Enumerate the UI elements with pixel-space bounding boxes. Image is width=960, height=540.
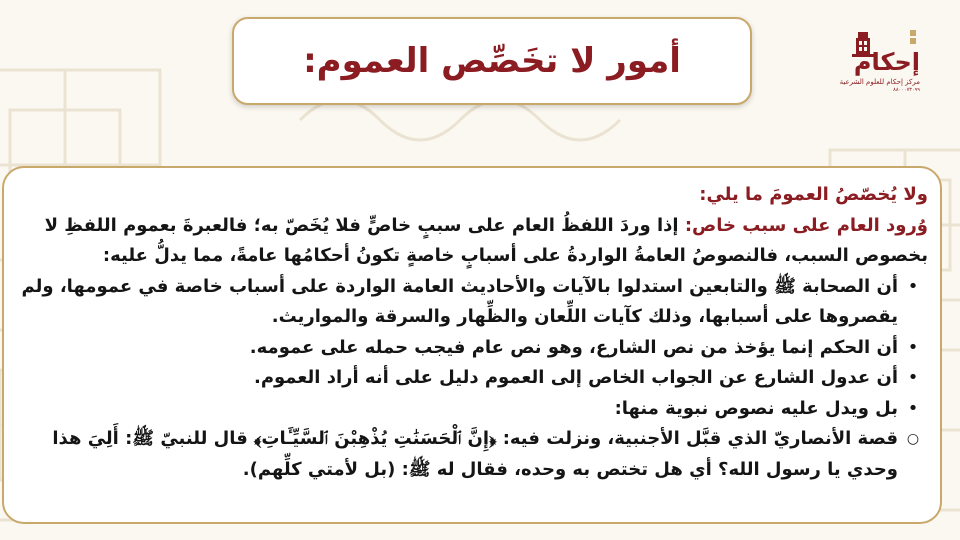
list-item bbox=[18, 424, 928, 485]
bullet-icon: • bbox=[907, 367, 919, 388]
logo-subtitle: مركز إحكام للعلوم الشرعية bbox=[839, 78, 920, 86]
content-rule bbox=[18, 211, 928, 272]
content-box bbox=[2, 166, 942, 524]
evidence-list bbox=[18, 272, 928, 486]
bullet-icon: • bbox=[907, 336, 919, 358]
rule-text: إذا وردَ اللفظُ العام على سببٍ خاصٍّ فلا يُخَصّ به؛ فالعبرةَ بعموم اللفظِ لا بخصوص السبب، فالنصوصُ العامةُ الواردةُ على أسبابٍ خاصةٍ تكونُ أحكامُها عامةً، مما يدلُّ عليه: bbox=[44, 214, 928, 266]
logo-name: إحكام bbox=[853, 48, 920, 76]
list-item bbox=[18, 394, 928, 425]
list-item-text: أن عدول الشارع عن الجواب الخاص إلى العموم دليل على أنه أراد العموم. bbox=[253, 367, 898, 388]
list-item bbox=[18, 363, 928, 394]
list-item-text: أن الصحابة ﷺ والتابعين استدلوا بالآيات والأحاديث العامة الواردة على أسباب خاصة في عمومها، ولم يقصروها على أسبابها، وذلك كآيات اللِّعان والظِّهار والسرقة والمواريث. bbox=[21, 275, 898, 327]
circle-bullet-icon: ○ bbox=[906, 431, 920, 447]
list-item bbox=[18, 272, 928, 333]
page-title: أمور لا تخَصِّص العموم: bbox=[303, 41, 681, 81]
logo-registration: ٨٨٠٠٠٧٣٠٩٩ bbox=[893, 87, 920, 93]
list-item-text: قصة الأنصاريّ الذي قبَّل الأجنبية، ونزلت فيه: ﴿إِنَّ ٱلْحَسَنَٰتِ يُذْهِبْنَ ٱلسَّيِّـَٔاتِ﴾ قال للنبيّ ﷺ: أَلِيَ هذا وحدي يا رسول الله؟ أي هل تختص به وحده، فقال له ﷺ: (بل لأمتي كلِّهم). bbox=[52, 428, 898, 480]
content-intro: ولا يُخصّصُ العمومَ ما يلي: bbox=[699, 184, 928, 205]
title-box bbox=[232, 17, 752, 105]
list-item bbox=[18, 333, 928, 364]
bullet-icon: • bbox=[907, 397, 919, 419]
brand-logo bbox=[839, 22, 922, 94]
list-item-text: أن الحكم إنما يؤخذ من نص الشارع، وهو نص عام فيجب حمله على عمومه. bbox=[249, 336, 898, 358]
list-item-text: بل ويدل عليه نصوص نبوية منها: bbox=[614, 397, 898, 419]
rule-heading: وُرود العام على سبب خاص: bbox=[684, 214, 928, 236]
bullet-icon: • bbox=[907, 275, 919, 297]
